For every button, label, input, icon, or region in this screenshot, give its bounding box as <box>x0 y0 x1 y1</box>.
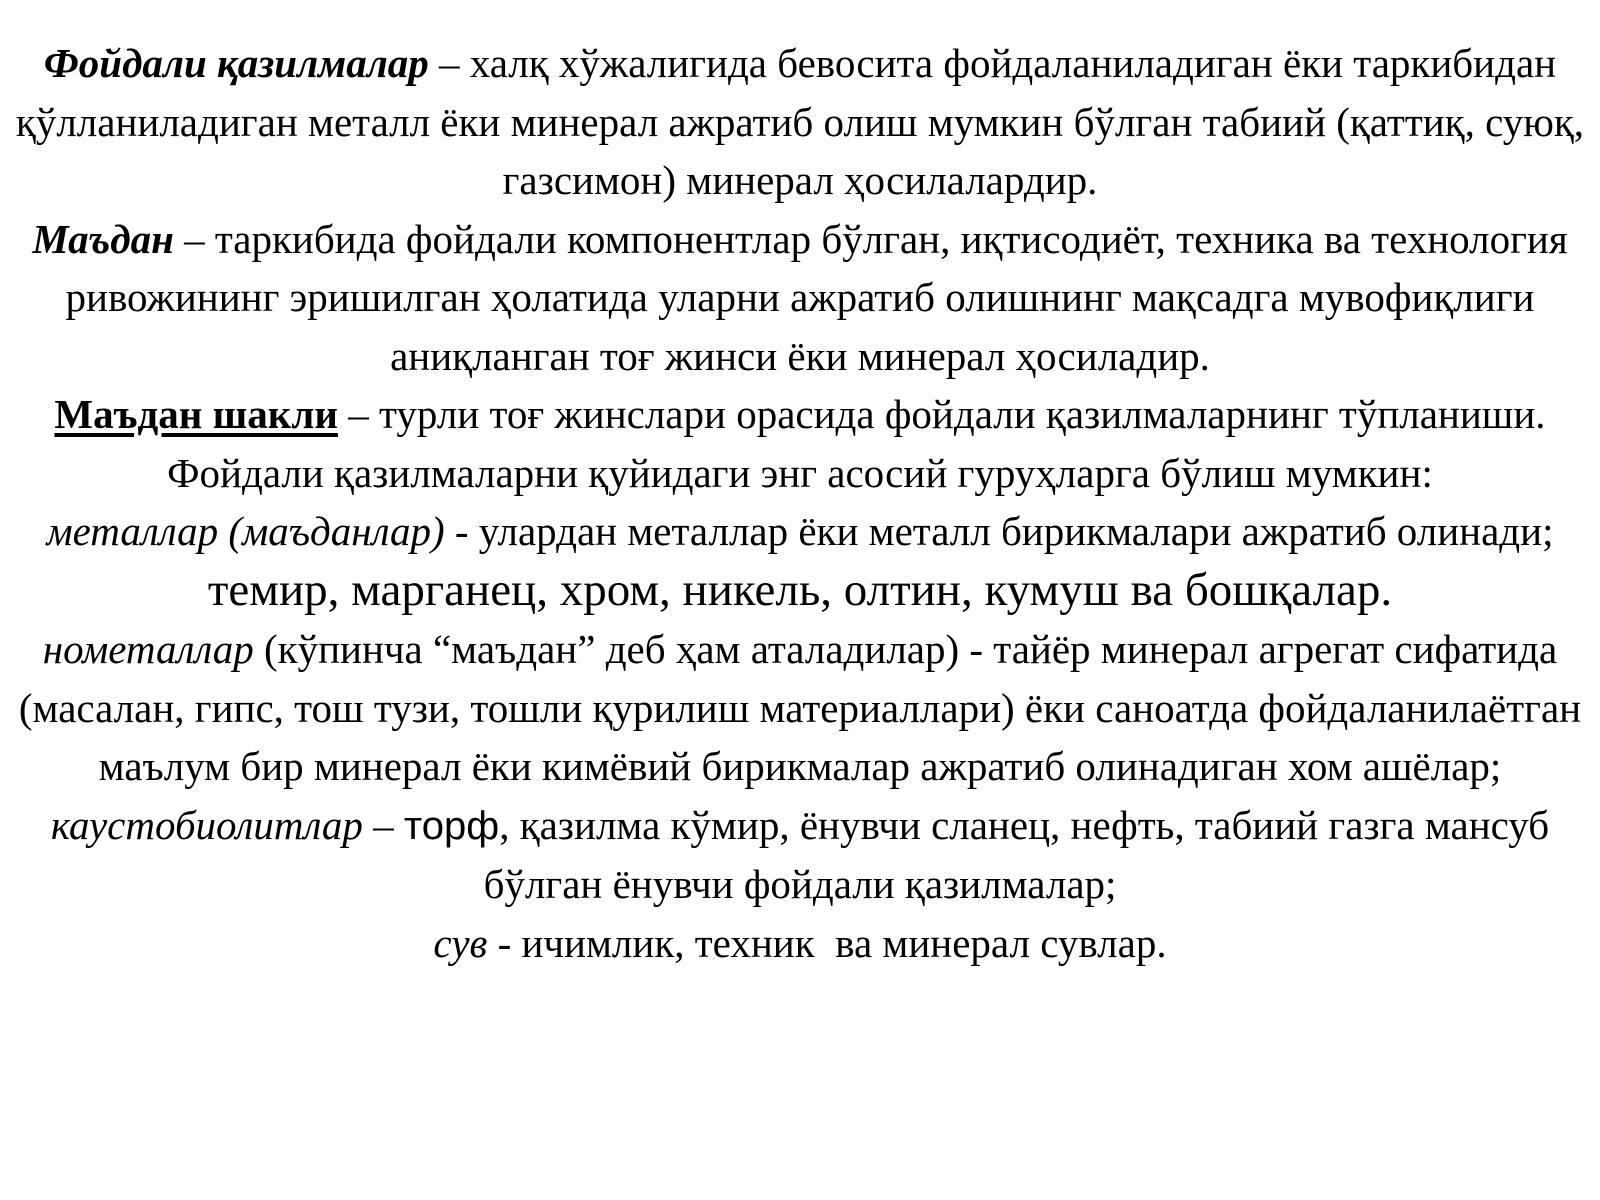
definition-ore-form <box>12 385 1588 502</box>
definition-text: – халқ хўжалигида бевосита фойдаланиладиган ёки таркибидан қўлланиладиган металл ёки минерал ажратиб олиш мумкин бўлган табиий (қаттиқ, суюқ, газсимон) минерал ҳосилалардир. <box>15 40 1585 203</box>
term-metals: металлар (маъданлар) <box>46 508 445 554</box>
group-nonmetals <box>12 620 1588 796</box>
group-text: - ичимлик, техник ва минерал сувлар. <box>487 919 1167 966</box>
definition-ore <box>12 210 1588 386</box>
group-text-large: темир, марганец, хром, никель, олтин, кумуш ва бошқалар. <box>207 563 1393 616</box>
term-ore: Маъдан <box>32 215 174 262</box>
term-nonmetals: нометаллар <box>42 626 254 672</box>
group-metals <box>12 502 1588 620</box>
term-caustobioliths: каустобиолитлар <box>50 801 363 848</box>
group-text: , қазилма кўмир, ёнувчи сланец, нефть, табиий газга мансуб бўлган ёнувчи фойдали қазилмалар; <box>483 801 1550 907</box>
group-caustobioliths <box>12 796 1588 914</box>
term-useful-minerals: Фойдали қазилмалар <box>43 40 429 86</box>
definition-text: – турли тоғ жинслари орасида фойдали қазилмаларнинг тўпланиши. Фойдали қазилмаларни қуйидаги энг асосий гуруҳларга бўлиш мумкин: <box>167 391 1546 496</box>
term-ore-form: Маъдан шакли <box>54 391 338 437</box>
group-text: - улардан металлар ёки металл бирикмалари ажратиб олинади; <box>444 508 1554 554</box>
group-text: (кўпинча “маъдан” деб ҳам аталадилар) - тайёр минерал агрегат сифатида (масалан, гипс, тош тузи, тошли қурилиш материаллари) ёки саноатда фойдаланилаётган маълум бир минерал ёки кимёвий бирикмалар ажратиб олинадиган хом ашёлар; <box>18 626 1582 789</box>
definition-text: – таркибида фойдали компонентлар бўлган, иқтисодиёт, техника ва технология ривожининг эришилган ҳолатида уларни ажратиб олишнинг мақсадга мувофиқлиги аниқланган тоғ жинси ёки минерал ҳосиладир. <box>65 215 1568 379</box>
word-peat: торф <box>403 803 500 848</box>
term-water: сув <box>433 919 488 966</box>
definition-useful-minerals <box>12 34 1588 210</box>
dash-text: – <box>362 801 404 848</box>
group-water <box>12 914 1588 973</box>
